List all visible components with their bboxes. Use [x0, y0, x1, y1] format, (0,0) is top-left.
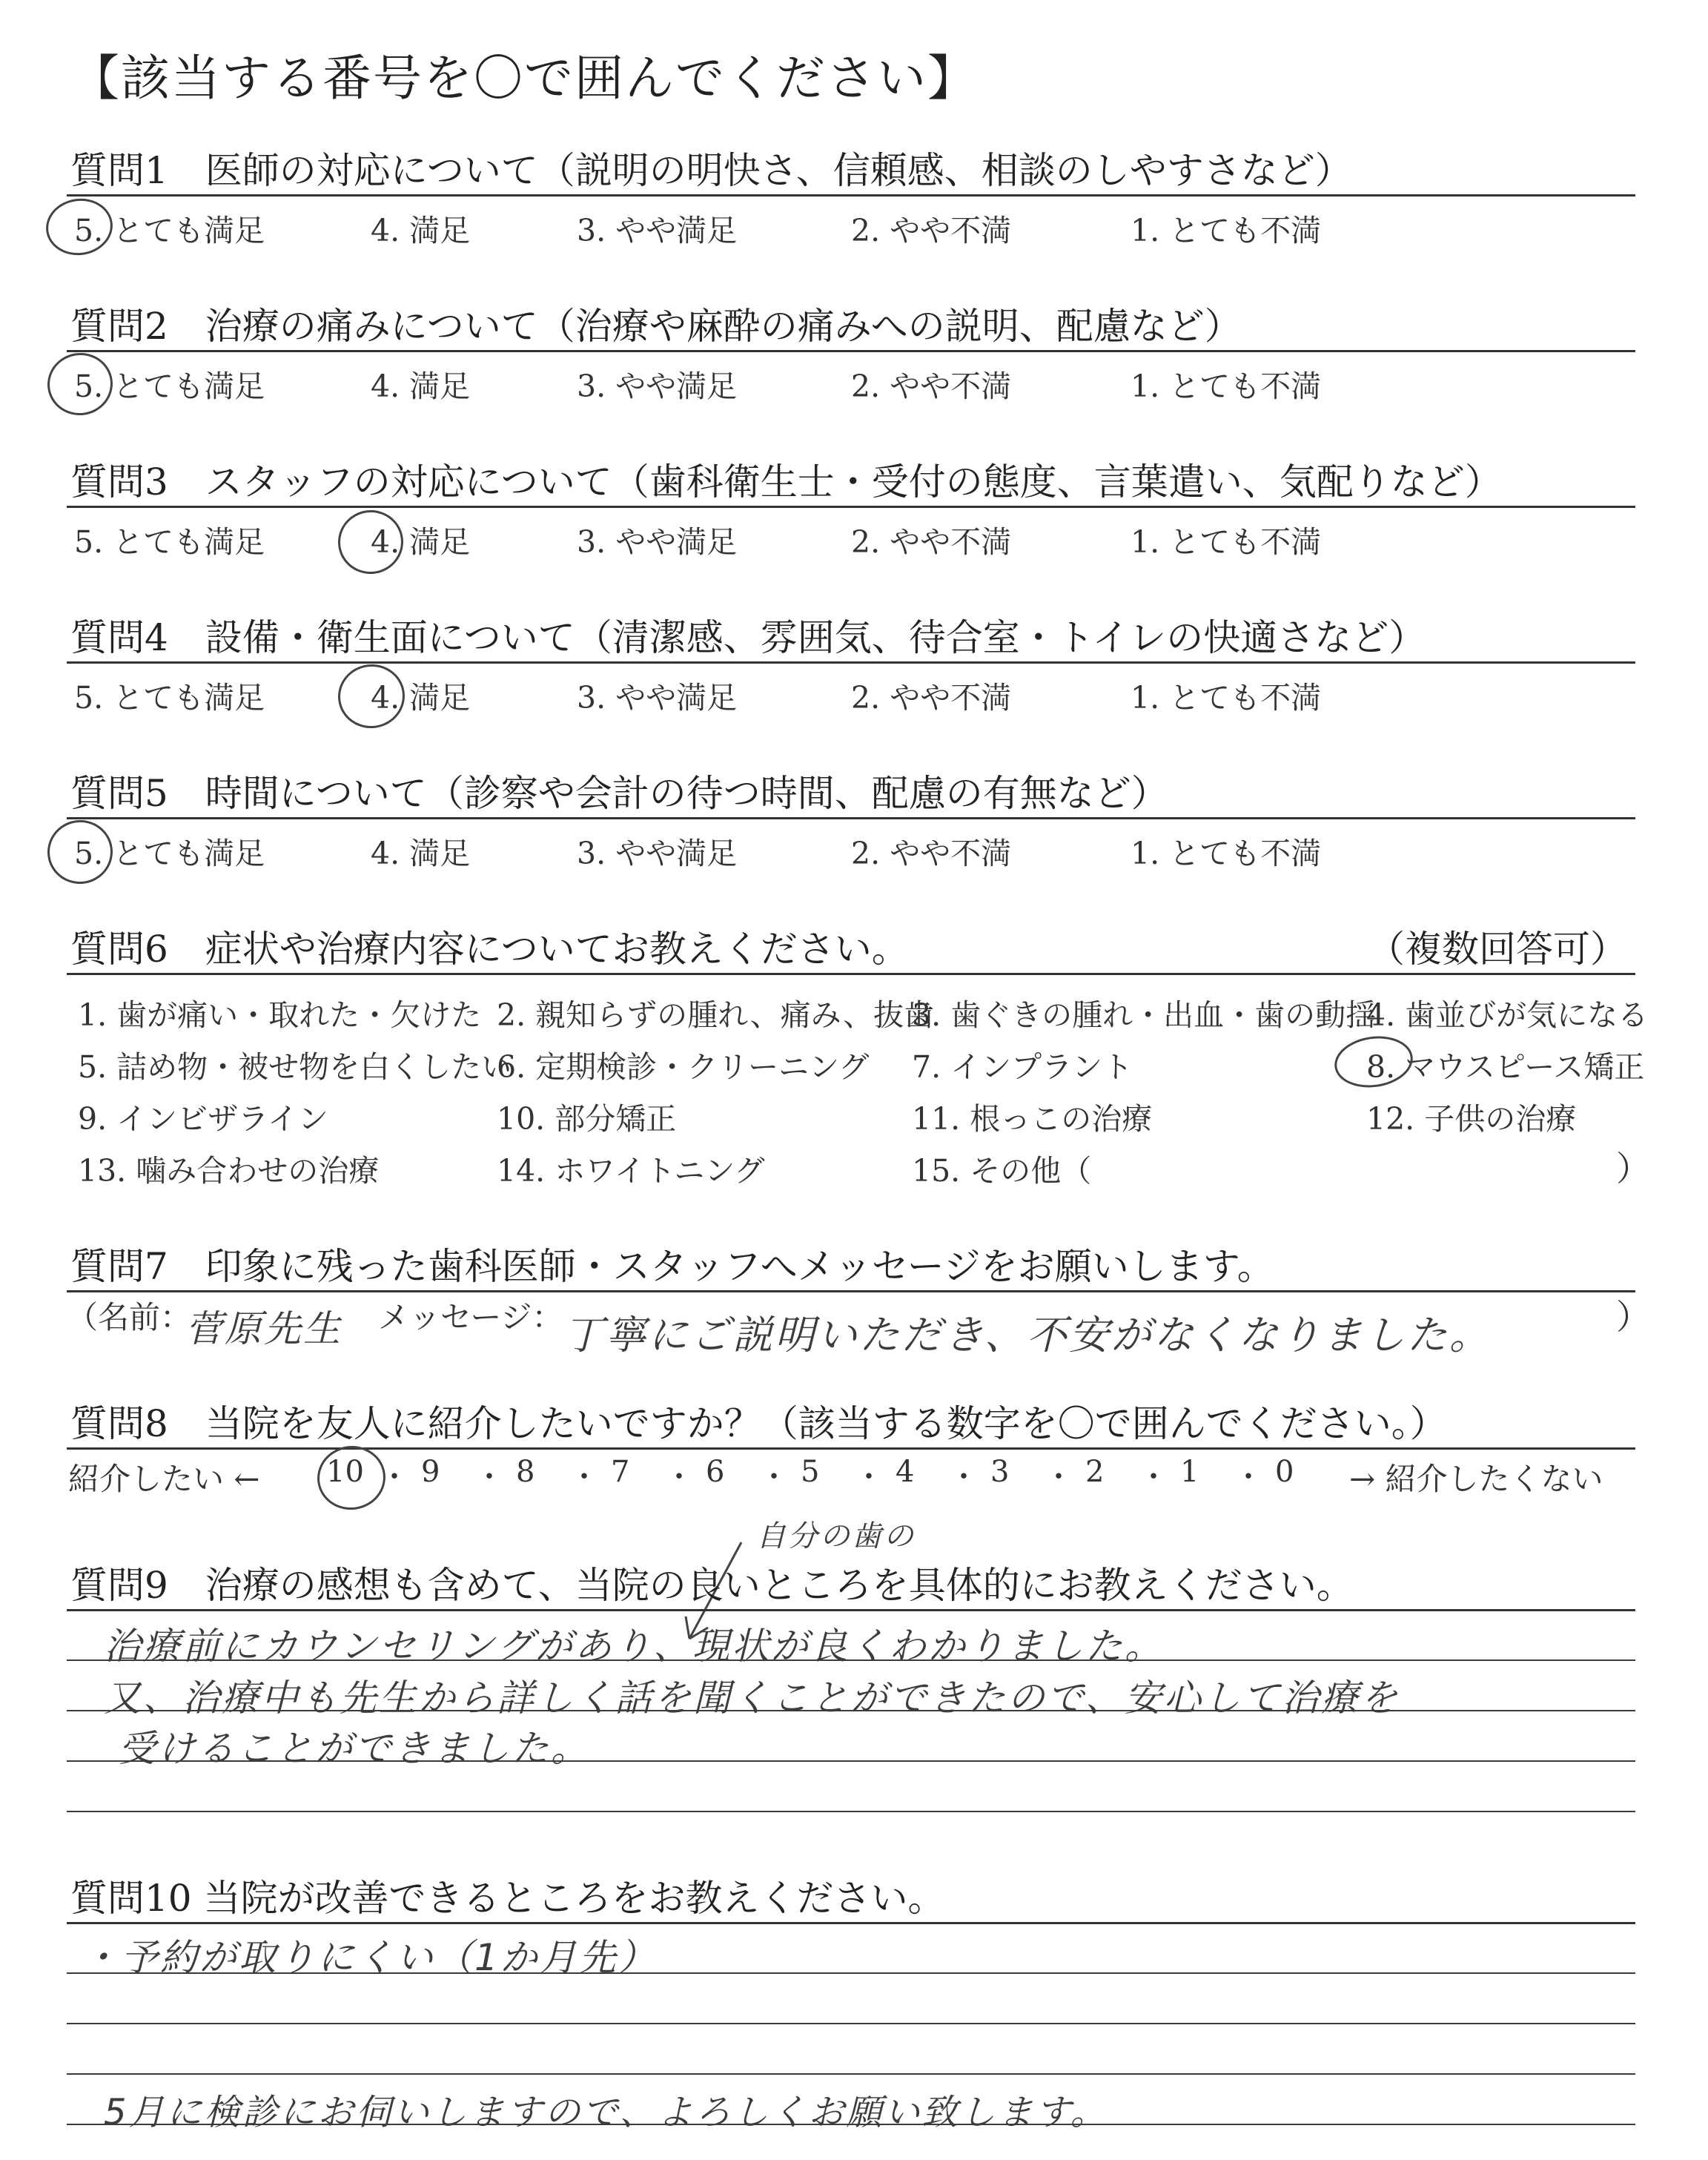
- question-4-title: 質問4 設備・衛生面について（清潔感、雰囲気、待合室・トイレの快適さなど）: [70, 616, 1426, 659]
- q8-scale-separator: ・: [759, 1460, 789, 1494]
- q7-close-paren: ）: [1616, 1297, 1650, 1337]
- q2-option-5[interactable]: 5. とても満足: [74, 369, 265, 404]
- question-1-rule: [67, 194, 1635, 196]
- q9-line-5: [67, 1811, 1635, 1812]
- q4-option-3[interactable]: 3. やや満足: [577, 680, 738, 716]
- q8-left-label: 紹介したい ←: [68, 1461, 260, 1497]
- question-1-title: 質問1 医師の対応について（説明の明快さ、信頼感、相談のしやすさなど）: [70, 149, 1352, 192]
- q1-option-4[interactable]: 4. 満足: [371, 213, 471, 248]
- q1-option-5[interactable]: 5. とても満足: [74, 213, 265, 248]
- q1-option-3[interactable]: 3. やや満足: [577, 213, 738, 248]
- question-2-rule: [67, 350, 1635, 352]
- q6-item-2[interactable]: 2. 親知らずの腫れ、痛み、抜歯: [497, 997, 935, 1033]
- q6-item-1[interactable]: 1. 歯が痛い・取れた・欠けた: [78, 997, 482, 1033]
- q7-message-handwritten: 丁寧にご説明いただき、不安がなくなりました。: [563, 1312, 1492, 1358]
- q10-line-3: [67, 2023, 1635, 2024]
- q8-scale-separator: ・: [1044, 1460, 1073, 1494]
- q8-scale-separator: ・: [380, 1460, 409, 1494]
- q8-scale-separator: ・: [569, 1460, 599, 1494]
- q9-insert-handwritten: 自分の歯の: [756, 1519, 916, 1553]
- q5-option-2[interactable]: 2. やや不満: [851, 836, 1012, 871]
- q6-item-7[interactable]: 7. インプラント: [912, 1049, 1133, 1085]
- question-6-title: 質問6 症状や治療内容についてお教えください。: [70, 928, 909, 971]
- question-8-rule: [67, 1447, 1635, 1450]
- question-5-title: 質問5 時間について（診察や会計の待つ時間、配慮の有無など）: [70, 772, 1168, 815]
- q8-scale-value-9[interactable]: 9: [421, 1455, 440, 1489]
- q8-scale-value-6[interactable]: 6: [706, 1455, 725, 1489]
- question-3-title: 質問3 スタッフの対応について（歯科衛生士・受付の態度、言葉遣い、気配りなど）: [70, 460, 1502, 503]
- q3-option-4[interactable]: 4. 満足: [371, 524, 471, 560]
- q6-item-11[interactable]: 11. 根っこの治療: [912, 1101, 1153, 1137]
- q5-selected-circle: [43, 816, 116, 888]
- form-header: 【該当する番号を〇で囲んでください】: [70, 50, 978, 107]
- q8-scale-separator: ・: [949, 1460, 979, 1494]
- question-8-title: 質問8 当院を友人に紹介したいですか？（該当する数字を〇で囲んでください。）: [70, 1402, 1447, 1445]
- question-4-rule: [67, 661, 1635, 664]
- q8-scale-separator: ・: [1139, 1460, 1168, 1494]
- q2-option-1[interactable]: 1. とても不満: [1131, 369, 1322, 404]
- q7-name-label: （名前：: [67, 1299, 192, 1335]
- q1-option-2[interactable]: 2. やや不満: [851, 213, 1012, 248]
- q8-scale-separator: ・: [1234, 1460, 1263, 1494]
- question-5-rule: [67, 817, 1635, 819]
- question-7-title: 質問7 印象に残った歯科医師・スタッフへメッセージをお願いします。: [70, 1245, 1274, 1288]
- question-10-title: 質問10 当院が改善できるところをお教えください。: [70, 1877, 945, 1920]
- q8-right-label: → 紹介したくない: [1349, 1461, 1603, 1497]
- q3-option-2[interactable]: 2. やや不満: [851, 524, 1012, 560]
- q9-answer-line-3: 受けることができました。: [119, 1727, 590, 1770]
- q4-option-4[interactable]: 4. 満足: [371, 680, 471, 716]
- q6-item-4[interactable]: 4. 歯並びが気になる: [1366, 997, 1649, 1033]
- q6-item-13[interactable]: 13. 噛み合わせの治療: [78, 1153, 380, 1189]
- q8-scale-value-5[interactable]: 5: [801, 1455, 820, 1489]
- question-6-rule: [67, 973, 1635, 975]
- q8-scale-value-0[interactable]: 0: [1275, 1455, 1294, 1489]
- q2-option-3[interactable]: 3. やや満足: [577, 369, 738, 404]
- q6-item-6[interactable]: 6. 定期検診・クリーニング: [497, 1049, 870, 1085]
- q6-item-3[interactable]: 3. 歯ぐきの腫れ・出血・歯の動揺: [912, 997, 1377, 1033]
- q6-other-close-paren: ）: [1616, 1149, 1650, 1189]
- q4-option-1[interactable]: 1. とても不満: [1131, 680, 1322, 716]
- q8-scale-separator: ・: [854, 1460, 884, 1494]
- q10-line-4: [67, 2073, 1635, 2075]
- q3-option-5[interactable]: 5. とても満足: [74, 524, 265, 560]
- q6-item-8[interactable]: 8. マウスピース矯正: [1366, 1049, 1645, 1085]
- q4-selected-circle: [334, 660, 408, 733]
- q8-scale-value-10[interactable]: 10: [326, 1455, 364, 1489]
- q8-scale-separator: ・: [664, 1460, 694, 1494]
- q8-scale-value-2[interactable]: 2: [1085, 1455, 1105, 1489]
- q6-item-14[interactable]: 14. ホワイトニング: [497, 1153, 765, 1189]
- q3-option-1[interactable]: 1. とても不満: [1131, 524, 1322, 560]
- q5-option-5[interactable]: 5. とても満足: [74, 836, 265, 871]
- q2-option-4[interactable]: 4. 満足: [371, 369, 471, 404]
- question-3-rule: [67, 506, 1635, 508]
- q8-scale-separator: ・: [474, 1460, 504, 1494]
- q3-option-3[interactable]: 3. やや満足: [577, 524, 738, 560]
- question-2-title: 質問2 治療の痛みについて（治療や麻酔の痛みへの説明、配慮など）: [70, 305, 1242, 348]
- q5-option-3[interactable]: 3. やや満足: [577, 836, 738, 871]
- question-9-rule: [67, 1609, 1635, 1611]
- question-6-note: （複数回答可）: [1368, 928, 1627, 971]
- q5-option-1[interactable]: 1. とても不満: [1131, 836, 1322, 871]
- q8-scale-value-1[interactable]: 1: [1180, 1455, 1199, 1489]
- question-10-rule: [67, 1922, 1635, 1924]
- q6-item-12[interactable]: 12. 子供の治療: [1366, 1101, 1577, 1137]
- q8-scale-value-7[interactable]: 7: [611, 1455, 630, 1489]
- q4-option-5[interactable]: 5. とても満足: [74, 680, 265, 716]
- q6-item-10[interactable]: 10. 部分矯正: [497, 1101, 677, 1137]
- q10-answer-line-1: ・予約が取りにくい（1か月先）: [82, 1936, 658, 1979]
- q2-selected-circle: [44, 349, 117, 419]
- q3-selected-circle: [334, 506, 407, 578]
- q9-answer-line-2: 又、治療中も先生から詳しく話を聞くことができたので、安心して治療を: [104, 1677, 1400, 1720]
- question-9-title: 質問9 治療の感想も含めて、当院の良いところを具体的にお教えください。: [70, 1564, 1354, 1607]
- q2-option-2[interactable]: 2. やや不満: [851, 369, 1012, 404]
- q1-option-1[interactable]: 1. とても不満: [1131, 213, 1322, 248]
- q6-item-9[interactable]: 9. インビザライン: [78, 1101, 328, 1137]
- q6-item-15[interactable]: 15. その他（: [912, 1153, 1092, 1189]
- q9-answer-line-1: 治療前にカウンセリングがあり、現状が良くわかりました。: [104, 1625, 1164, 1668]
- q7-message-label: メッセージ：: [378, 1299, 563, 1335]
- q6-item-5[interactable]: 5. 詰め物・被せ物を白くしたい: [78, 1049, 512, 1085]
- q7-name-handwritten: 菅原先生: [185, 1307, 342, 1350]
- q8-scale-value-8[interactable]: 8: [516, 1455, 535, 1489]
- q10-answer-line-2: 5月に検診にお伺いしますので、よろしくお願い致します。: [104, 2092, 1108, 2133]
- q8-scale-value-4[interactable]: 4: [896, 1455, 915, 1489]
- q8-scale-value-3[interactable]: 3: [990, 1455, 1010, 1489]
- question-7-rule: [67, 1290, 1635, 1292]
- q4-option-2[interactable]: 2. やや不満: [851, 680, 1012, 716]
- q5-option-4[interactable]: 4. 満足: [371, 836, 471, 871]
